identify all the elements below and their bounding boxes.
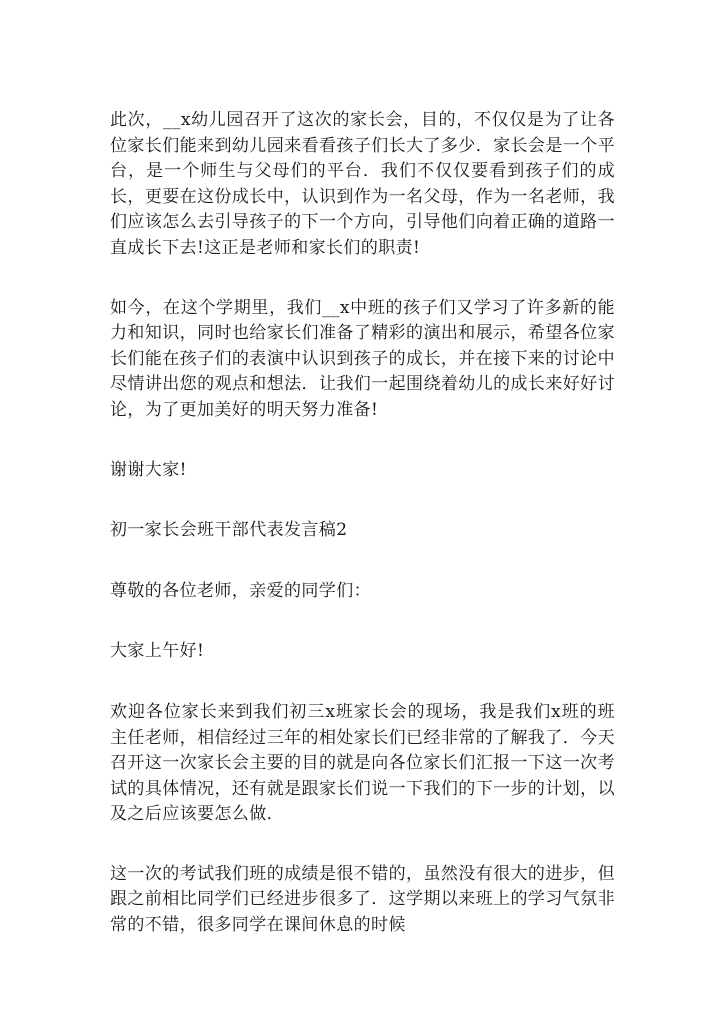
- paragraph-welcome: 欢迎各位家长来到我们初三x班家长会的现场，我是我们x班的班主任老师，相信经过三年的相处家长们已经非常的了解我了．今天召开这一次家长会主要的目的就是向各位家长们汇报一下这一次考试的具体情况，还有就是跟家长们说一下我们的下一步的计划，以及之后应该要怎么做．: [110, 701, 615, 825]
- paragraph-exam-results: 这一次的考试我们班的成绩是很不错的，虽然没有很大的进步，但跟之前相比同学们已经进步很多了．这学期以来班上的学习气氛非常的不错，很多同学在课间休息的时候: [110, 863, 615, 936]
- paragraph-kindergarten-meeting: 此次，__x幼儿园召开了这次的家长会，目的，不仅仅是为了让各位家长们能来到幼儿园来看看孩子们长大了多少．家长会是一个平台，是一个师生与父母们的平台．我们不仅仅要看到孩子们的成长，更要在这份成长中，认识到作为一名父母，作为一名老师，我们应该怎么去引导孩子的下一个方向，引导他们向着正确的道路一直成长下去!这正是老师和家长们的职责!: [110, 110, 615, 258]
- document-page: [110, 108, 615, 973]
- section-title: 初一家长会班干部代表发言稿2: [110, 520, 348, 541]
- paragraph-salutation: 尊敬的各位老师，亲爱的同学们：: [110, 580, 371, 601]
- paragraph-semester-summary: 如今，在这个学期里，我们__x中班的孩子们又学习了许多新的能力和知识，同时也给家长们准备了精彩的演出和展示，希望各位家长们能在孩子们的表演中认识到孩子的成长，并在接下来的讨论中尽情讲出您的观点和想法．让我们一起围绕着幼儿的成长来好好讨论，为了更加美好的明天努力准备!: [110, 297, 615, 420]
- paragraph-thanks: 谢谢大家!: [110, 459, 187, 480]
- paragraph-greeting: 大家上午好!: [110, 641, 205, 662]
